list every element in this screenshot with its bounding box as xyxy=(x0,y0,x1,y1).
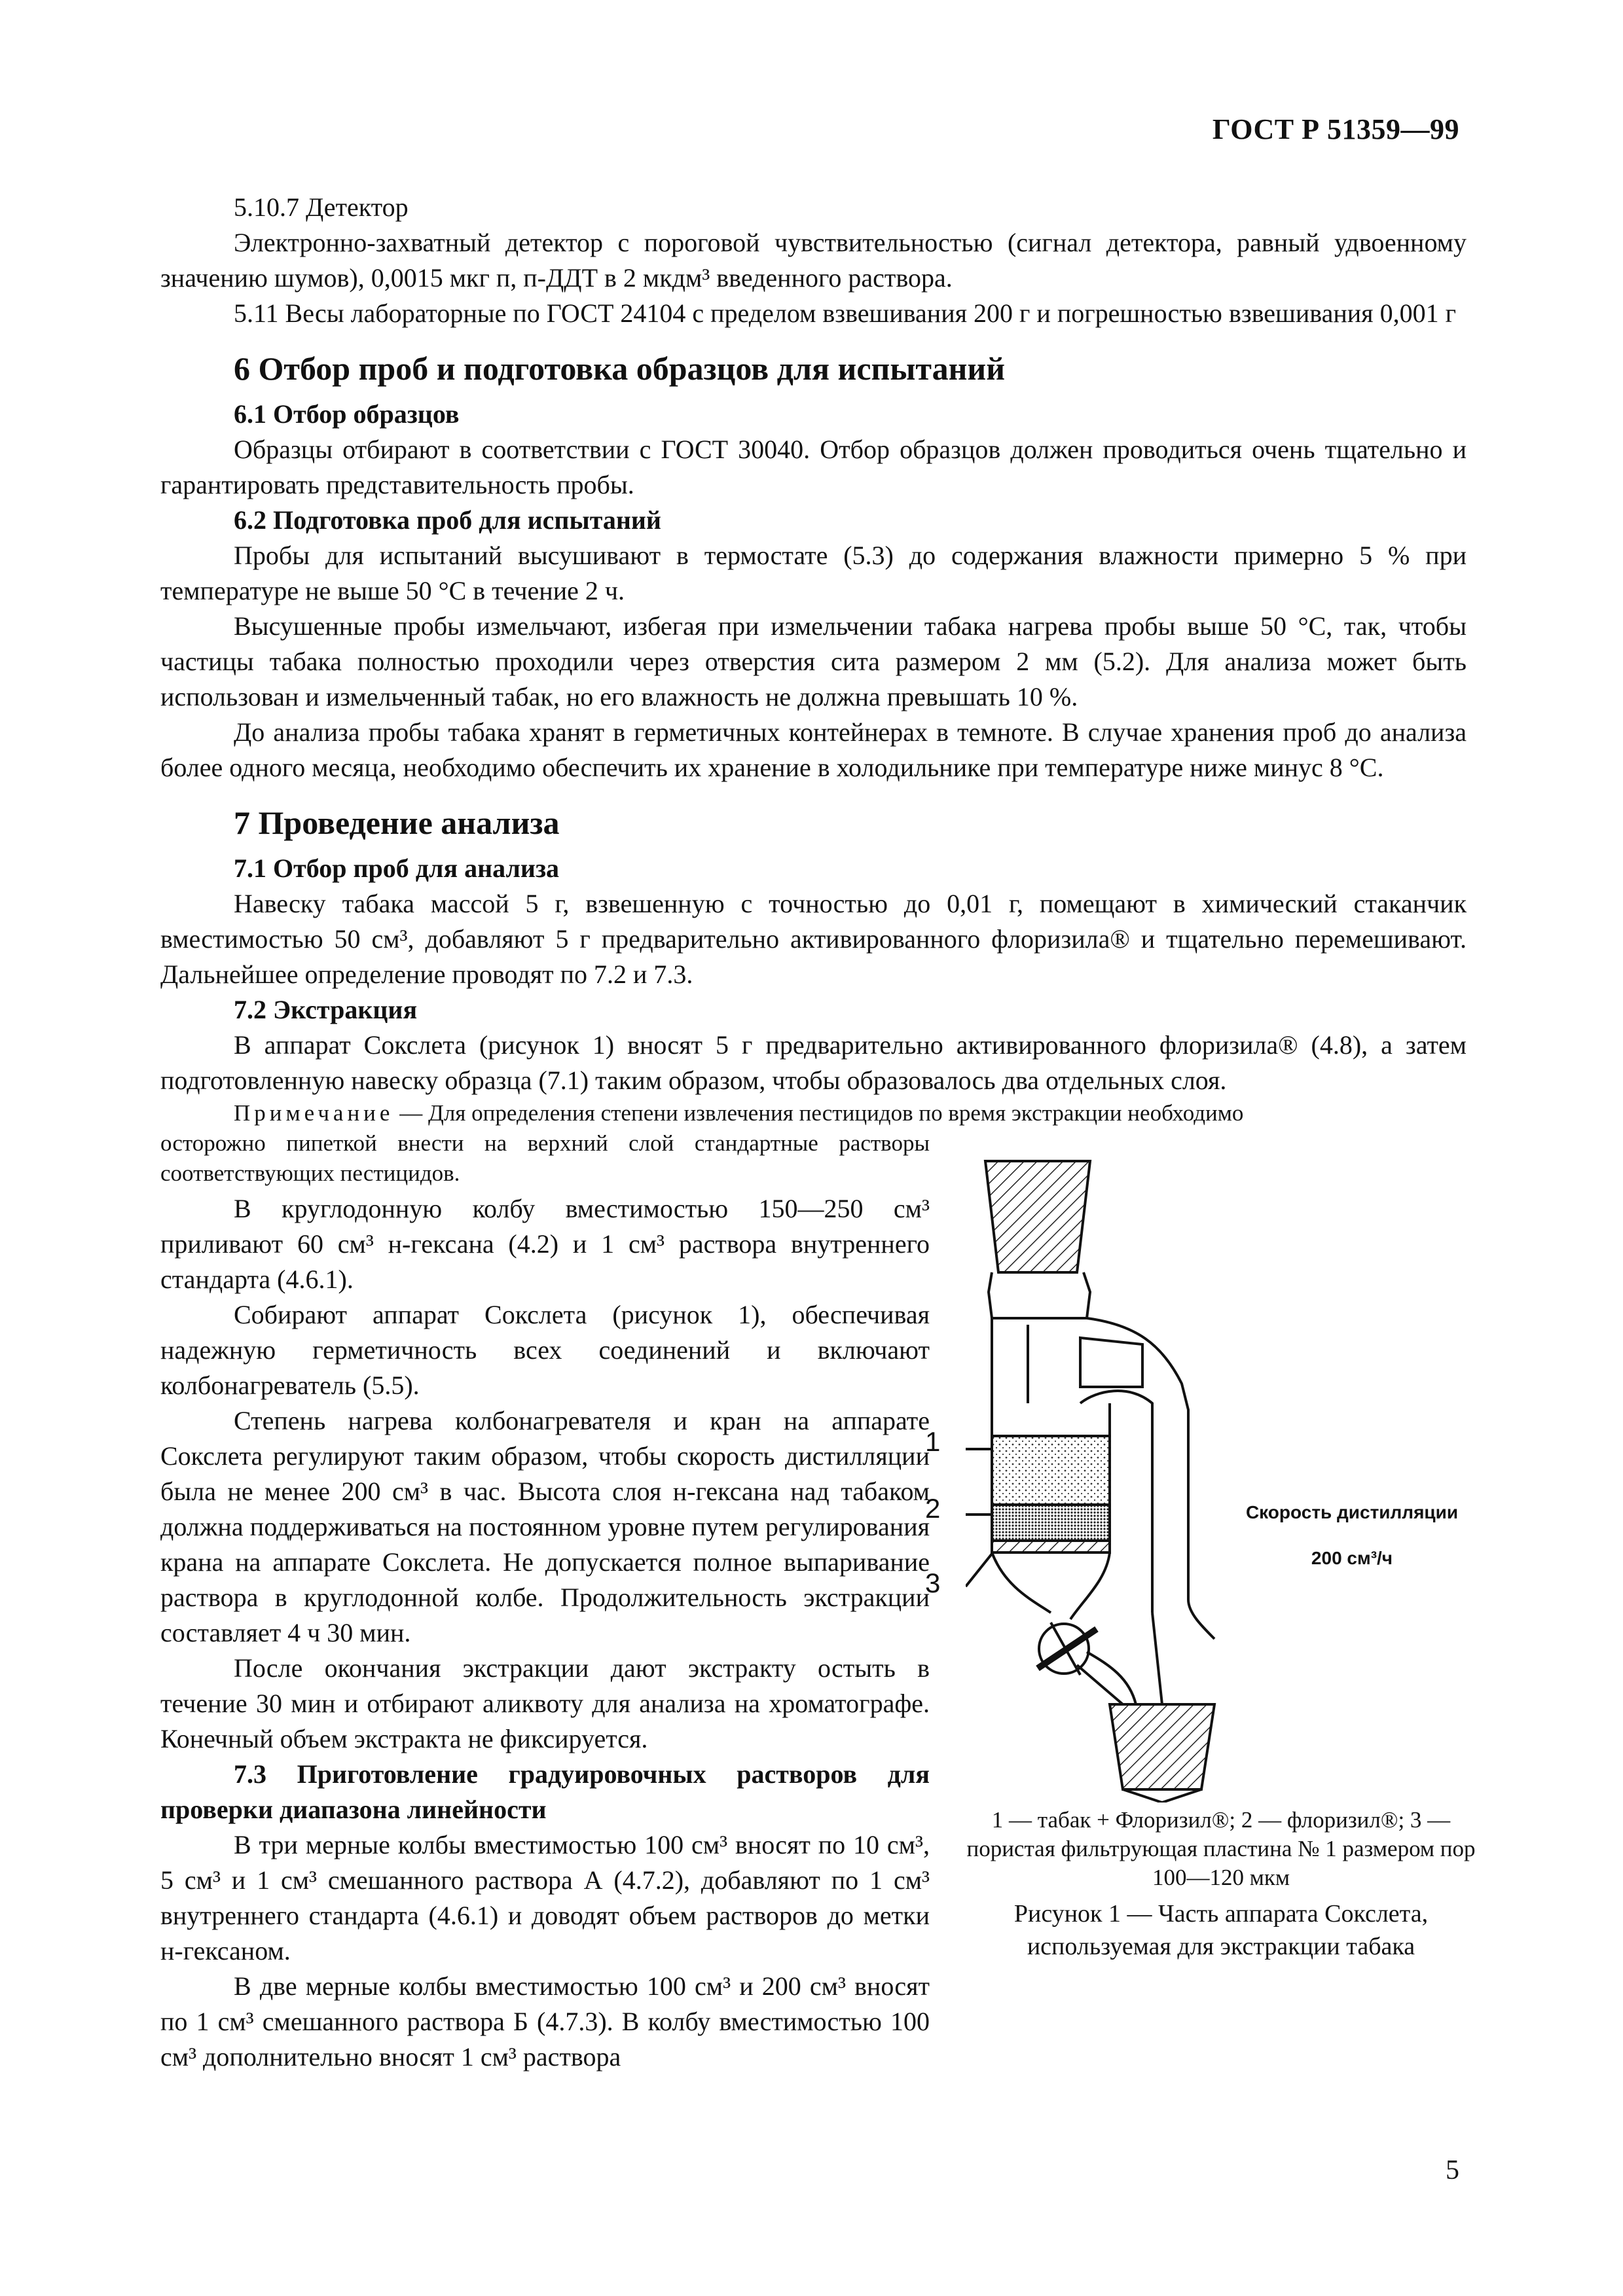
clause-6-1-heading: 6.1 Отбор образцов xyxy=(234,399,460,429)
section-6-heading: 6 Отбор проб и подготовка образцов для испытаний xyxy=(234,350,1006,387)
clause-7-1-text: Навеску табака массой 5 г, взвешенную с точностью до 0,01 г, помещают в химический стаканчик вместимостью 50 см³, добавляют 5 г предварительно активированного флоризила® и тщательно перемешивают. Дальнейшее определение проводят по 7.2 и 7.3. xyxy=(160,889,1467,989)
clause-6-2-paragraph-3: До анализа пробы табака хранят в герметичных контейнерах в темноте. В случае хранения проб до анализа более одного месяца, необходимо обеспечить их хранение в холодильнике при температуре ниже минус 8 °С. xyxy=(160,717,1467,782)
figure-caption: Рисунок 1 — Часть аппарата Сокслета, используемая для экстракции табака xyxy=(1013,1900,1429,1960)
figure-label-1: 1 xyxy=(925,1426,941,1457)
clause-5-10-7-text: Электронно-захватный детектор с пороговой чувствительностью (сигнал детектора, равный удвоенному значению шумов), 0,0015 мкг п, п-ДДТ в 2 мкдм³ введенного раствора. xyxy=(160,228,1467,293)
top-stopper-shape xyxy=(985,1161,1090,1272)
clause-5-11-text: 5.11 Весы лабораторные по ГОСТ 24104 с пределом взвешивания 200 г и погрешностью взвешивания 0,001 г xyxy=(234,298,1456,328)
soxhlet-apparatus-drawing xyxy=(966,1128,1476,1803)
clause-7-3-heading: 7.3 Приготовление градуировочных растворов для проверки диапазона линейности xyxy=(160,1759,930,1824)
distillation-rate-line-1: Скорость дистилляции xyxy=(1245,1502,1459,1522)
clause-6-1-text: Образцы отбирают в соответствии с ГОСТ 30040. Отбор образцов должен проводиться очень тщательно и гарантировать представительность пробы. xyxy=(160,435,1467,499)
section-7-heading: 7 Проведение анализа xyxy=(234,804,560,841)
clause-7-2-heading: 7.2 Экстракция xyxy=(234,995,418,1024)
note-continuation: осторожно пипеткой внести на верхний слой стандартные растворы соответствующих пестицидов. xyxy=(160,1130,930,1186)
paragraph-flask: В круглодонную колбу вместимостью 150—250 см³ приливают 60 см³ н-гексана (4.2) и 1 см³ раствора внутреннего стандарта (4.6.1). xyxy=(160,1194,930,1294)
distillation-rate-label xyxy=(1228,1495,1476,1576)
note-label: Примечание xyxy=(234,1100,394,1126)
figure-legend: 1 — табак + Флоризил®; 2 — флоризил®; 3 — пористая фильтрующая пластина № 1 размером пор 100—120 мкм xyxy=(966,1807,1476,1890)
paragraph-heating: Степень нагрева колбонагревателя и кран на аппарате Сокслета регулируют таким образом, чтобы скорость дистилляции была не менее 200 см³ в час. Высота слоя н-гексана над табаком должна поддерживаться на постоянном уровне путем регулирования крана на аппарате Сокслета. Не допускается полное выпаривание раствора в круглодонной колбе. Продолжительность экстракции составляет 4 ч 30 мин. xyxy=(160,1406,930,1647)
paragraph-two-flasks: В две мерные колбы вместимостью 100 см³ и 200 см³ вносят по 1 см³ смешанного раствора Б (4.7.3). В колбу вместимостью 100 см³ дополнительно вносят 1 см³ раствора xyxy=(160,1971,930,2072)
note-text: — Для определения степени извлечения пестицидов по время экстракции необходимо xyxy=(393,1100,1244,1126)
paragraph-three-flasks: В три мерные колбы вместимостью 100 см³ вносят по 10 см³, 5 см³ и 1 см³ смешанного раствора А (4.7.2), добавляют по 1 см³ внутреннего стандарта (4.6.1) и доводят объем растворов до метки н-гексаном. xyxy=(160,1830,930,1965)
clause-6-2-paragraph-1: Пробы для испытаний высушивают в термостате (5.3) до содержания влажности примерно 5 % при температуре не выше 50 °С в течение 2 ч. xyxy=(160,541,1467,605)
figure-1 xyxy=(925,1128,1476,2058)
tobacco-layer xyxy=(992,1436,1110,1505)
paragraph-assemble: Собирают аппарат Сокслета (рисунок 1), обеспечивая надежную герметичность всех соединений и включают колбонагреватель (5.5). xyxy=(160,1300,930,1400)
paragraph-after-extraction: После окончания экстракции дают экстракту остыть в течение 30 мин и отбирают аликвоту для анализа на хроматографе. Конечный объем экстракта не фиксируется. xyxy=(160,1653,930,1753)
two-column-block xyxy=(160,1128,1476,2072)
florisil-layer xyxy=(992,1505,1110,1541)
page-number: 5 xyxy=(1446,2155,1459,2185)
clause-5-10-7-title: 5.10.7 Детектор xyxy=(234,192,409,222)
figure-label-2: 2 xyxy=(925,1493,941,1524)
note-paragraph xyxy=(160,1098,1467,1128)
clause-7-2-text: В аппарат Сокслета (рисунок 1) вносят 5 г предварительно активированного флоризила® (4.8), а затем подготовленную навеску образца (7.1) таким образом, чтобы образовалось два отдельных слоя. xyxy=(160,1030,1467,1095)
distillation-rate-line-2: 200 см³/ч xyxy=(1311,1548,1393,1568)
left-column-text xyxy=(160,1128,930,2075)
document-body xyxy=(160,190,1476,2072)
clause-6-2-paragraph-2: Высушенные пробы измельчают, избегая при измельчении табака нагрева пробы выше 50 °С, так, чтобы частицы табака полностью проходили через отверстия сита размером 2 мм (5.2). Для анализа может быть использован и измельченный табак, но его влажность не должна превышать 10 %. xyxy=(160,611,1467,711)
bottom-joint-shape xyxy=(1110,1704,1214,1789)
clause-6-2-heading: 6.2 Подготовка проб для испытаний xyxy=(234,505,661,535)
document-header: ГОСТ Р 51359—99 xyxy=(1212,113,1459,145)
clause-7-1-heading: 7.1 Отбор проб для анализа xyxy=(234,853,560,883)
figure-label-3: 3 xyxy=(925,1568,941,1598)
filter-plate xyxy=(992,1541,1110,1552)
